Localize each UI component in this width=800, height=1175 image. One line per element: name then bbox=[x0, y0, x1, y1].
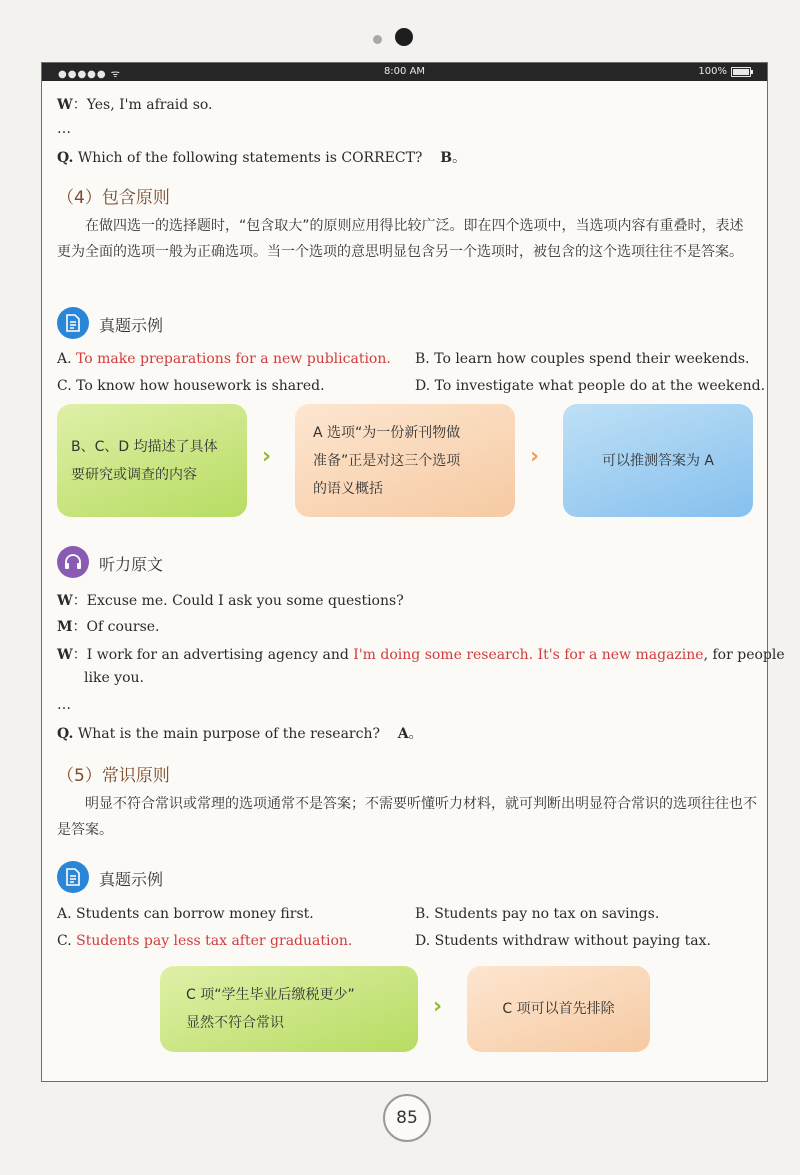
flow-text: 可以推测答案为 A bbox=[601, 452, 715, 469]
option-label: C. bbox=[57, 378, 72, 394]
section-heading-4: （4）包含原则 bbox=[57, 188, 170, 208]
question-line bbox=[57, 723, 423, 743]
option-d bbox=[415, 378, 765, 394]
transcript-line-1 bbox=[57, 590, 404, 610]
flow-text: C 项可以首先排除 bbox=[502, 1001, 615, 1017]
question-text: Which of the following statements is CORRECT? bbox=[77, 150, 423, 166]
ellipsis: … bbox=[57, 697, 71, 713]
question-answer: A bbox=[397, 726, 409, 742]
option-label: A. bbox=[57, 351, 72, 367]
flow-box-conclusion bbox=[563, 404, 753, 517]
flow-text: 的语义概括 bbox=[313, 480, 383, 497]
transcript-line-2 bbox=[57, 616, 160, 636]
signal-indicator: ●●●●● ᯤ bbox=[58, 69, 121, 80]
dialog-highlight: I'm doing some research. It's for a new magazine bbox=[353, 647, 704, 663]
page-number: 85 bbox=[383, 1094, 431, 1142]
option-text: Students can borrow money first. bbox=[76, 906, 314, 922]
example-title: 真题示例 bbox=[99, 316, 164, 335]
speaker-label: M bbox=[57, 619, 73, 635]
battery-percent: 100% bbox=[698, 66, 727, 77]
dialog-text: ：Excuse me. Could I ask you some questions? bbox=[72, 593, 404, 609]
question-text: What is the main purpose of the research? bbox=[77, 726, 380, 742]
battery-icon bbox=[731, 67, 751, 77]
section-heading-5: （5）常识原则 bbox=[57, 766, 170, 786]
flow-text: C 项“学生毕业后缴税更少” bbox=[186, 987, 355, 1003]
dialog-text: ：I work for an advertising agency and bbox=[72, 647, 354, 663]
speaker-label: W bbox=[57, 647, 73, 663]
option-label: D. bbox=[415, 933, 431, 949]
flow-text: 准备”正是对这三个选项 bbox=[313, 452, 461, 469]
option-text: To know how housework is shared. bbox=[76, 378, 325, 394]
speaker-label: W bbox=[57, 593, 73, 609]
option-b bbox=[415, 906, 659, 922]
battery-indicator bbox=[698, 66, 751, 77]
dialog-text: ：Of course. bbox=[72, 619, 160, 635]
option-label: B. bbox=[415, 906, 430, 922]
headphones-icon bbox=[57, 546, 89, 578]
transcript-line-3-cont: like you. bbox=[84, 670, 144, 686]
chevron-right-icon: › bbox=[262, 444, 272, 469]
question-end: 。 bbox=[408, 726, 423, 742]
flow-text: 显然不符合常识 bbox=[186, 1015, 284, 1031]
flow-box-summary bbox=[295, 404, 515, 517]
example-title: 真题示例 bbox=[99, 870, 164, 889]
option-label: B. bbox=[415, 351, 430, 367]
document-icon bbox=[57, 861, 89, 893]
question-label: Q. bbox=[57, 726, 74, 742]
status-bar bbox=[42, 63, 767, 81]
option-c bbox=[57, 933, 352, 949]
option-c bbox=[57, 378, 325, 394]
flow-box-conclusion bbox=[467, 966, 650, 1052]
speaker-label: W bbox=[57, 97, 73, 113]
option-label: D. bbox=[415, 378, 431, 394]
option-b bbox=[415, 351, 749, 367]
flow-text: B、C、D 均描述了具体 bbox=[71, 438, 218, 455]
chevron-right-icon: › bbox=[530, 444, 540, 469]
option-a bbox=[57, 906, 314, 922]
option-a bbox=[57, 351, 391, 367]
dialog-text: , for people bbox=[703, 647, 785, 663]
section-paragraph-5: 明显不符合常识或常理的选项通常不是答案；不需要听懂听力材料，就可判断出明显符合常识的选项往往也不是答案。 bbox=[57, 796, 757, 838]
flow-text: A 选项“为一份新刊物做 bbox=[313, 424, 461, 441]
transcript-title: 听力原文 bbox=[99, 555, 164, 574]
option-label: A. bbox=[57, 906, 72, 922]
flow-box-analysis bbox=[160, 966, 418, 1052]
document-icon bbox=[57, 307, 89, 339]
status-time: 8:00 AM bbox=[383, 66, 426, 77]
ellipsis: … bbox=[57, 121, 71, 137]
option-label: C. bbox=[57, 933, 72, 949]
question-end: 。 bbox=[452, 150, 467, 166]
option-text: Students pay no tax on savings. bbox=[434, 906, 660, 922]
section-paragraph-4: 在做四选一的选择题时，“包含取大”的原则应用得比较广泛。即在四个选项中，当选项内容有重叠时，表述更为全面的选项一般为正确选项。当一个选项的意思明显包含另一个选项时，被包含的这个选项往往不是答案。 bbox=[57, 218, 744, 260]
transcript-line-3 bbox=[57, 644, 785, 664]
option-text: To investigate what people do at the weekend. bbox=[434, 378, 766, 394]
option-text: To make preparations for a new publication. bbox=[76, 351, 391, 367]
option-text: Students withdraw without paying tax. bbox=[434, 933, 712, 949]
dialog-text: ：Yes, I'm afraid so. bbox=[72, 97, 213, 113]
question-line bbox=[57, 147, 466, 167]
flow-text: 要研究或调查的内容 bbox=[71, 466, 197, 483]
camera-dot-small bbox=[373, 35, 382, 44]
question-label: Q. bbox=[57, 150, 74, 166]
camera-dot bbox=[395, 28, 413, 46]
dialog-line-w bbox=[57, 94, 213, 114]
option-d bbox=[415, 933, 711, 949]
flow-box-analysis bbox=[57, 404, 247, 517]
option-text: To learn how couples spend their weekends. bbox=[434, 351, 750, 367]
chevron-right-icon: › bbox=[433, 994, 443, 1019]
option-text: Students pay less tax after graduation. bbox=[76, 933, 353, 949]
question-answer: B bbox=[440, 150, 453, 166]
